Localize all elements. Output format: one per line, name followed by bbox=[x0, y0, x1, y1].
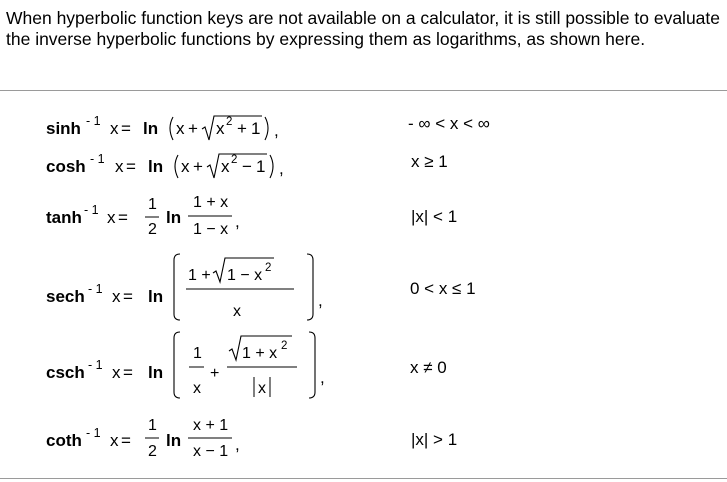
exponent: - 1 bbox=[88, 282, 103, 296]
formula-cosh bbox=[46, 146, 346, 186]
svg-text:+: + bbox=[188, 119, 198, 138]
svg-text:,: , bbox=[274, 121, 279, 140]
divider bbox=[0, 90, 727, 91]
svg-text:1: 1 bbox=[148, 417, 157, 434]
svg-text:x: x bbox=[216, 119, 225, 138]
svg-text:2: 2 bbox=[281, 340, 288, 352]
exponent: - 1 bbox=[86, 114, 101, 128]
svg-text:+: + bbox=[193, 157, 203, 176]
domain-condition: 0 < x ≤ 1 bbox=[410, 279, 476, 298]
svg-text:1 + x: 1 + x bbox=[193, 194, 229, 211]
svg-text:+: + bbox=[210, 365, 220, 382]
left-paren bbox=[170, 117, 173, 140]
formula-row-csch bbox=[0, 330, 727, 400]
svg-text:1: 1 bbox=[251, 119, 261, 138]
exponent: - 1 bbox=[88, 358, 103, 372]
ln-operator: ln bbox=[143, 119, 159, 138]
svg-text:−: − bbox=[242, 157, 252, 176]
svg-text:2: 2 bbox=[231, 154, 238, 166]
ln-operator: ln bbox=[166, 431, 182, 450]
ln-operator: ln bbox=[148, 157, 164, 176]
equals-sign: = bbox=[126, 157, 136, 176]
domain-condition: |x| < 1 bbox=[411, 207, 458, 226]
lhs-variable: x bbox=[112, 287, 121, 306]
formula-csch bbox=[46, 330, 346, 402]
right-paren bbox=[309, 332, 315, 398]
svg-text:x − 1: x − 1 bbox=[193, 443, 229, 460]
lhs-variable: x bbox=[110, 119, 119, 138]
equals-sign: = bbox=[118, 208, 128, 227]
svg-text:+: + bbox=[237, 119, 247, 138]
svg-text:1: 1 bbox=[256, 157, 266, 176]
fn-name: tanh bbox=[46, 208, 82, 227]
svg-text:,: , bbox=[235, 435, 240, 454]
right-paren bbox=[270, 155, 273, 178]
fn-name: sinh bbox=[46, 119, 81, 138]
exponent: - 1 bbox=[90, 152, 105, 166]
svg-text:x: x bbox=[221, 157, 230, 176]
svg-text:2: 2 bbox=[148, 221, 157, 238]
ln-operator: ln bbox=[166, 208, 182, 227]
bottom-divider bbox=[0, 478, 727, 479]
intro-paragraph: When hyperbolic function keys are not available on a calculator, it is still possible to evaluate the inverse hyperbolic functions by expressing them as logarithms, as shown here. bbox=[6, 8, 721, 49]
svg-text:2: 2 bbox=[226, 116, 233, 128]
left-paren bbox=[175, 155, 178, 178]
svg-text:,: , bbox=[318, 291, 323, 310]
lhs-variable: x bbox=[115, 157, 124, 176]
ln-operator: ln bbox=[148, 287, 164, 306]
domain-condition: x ≥ 1 bbox=[411, 152, 448, 171]
svg-text:,: , bbox=[235, 212, 240, 231]
svg-text:1: 1 bbox=[148, 196, 157, 213]
equals-sign: = bbox=[121, 119, 131, 138]
domain-condition: x ≠ 0 bbox=[410, 358, 447, 377]
fn-name: csch bbox=[46, 363, 85, 382]
right-paren bbox=[307, 254, 313, 320]
svg-text:1 + x: 1 + x bbox=[242, 345, 278, 362]
equals-sign: = bbox=[123, 363, 133, 382]
formula-row-coth bbox=[0, 408, 727, 466]
svg-text:x: x bbox=[258, 380, 266, 397]
svg-text:x: x bbox=[176, 119, 185, 138]
svg-text:,: , bbox=[279, 159, 284, 178]
lhs-variable: x bbox=[110, 431, 119, 450]
formula-tanh bbox=[46, 192, 346, 244]
fn-name: sech bbox=[46, 287, 85, 306]
exponent: - 1 bbox=[84, 203, 99, 217]
fn-name: coth bbox=[46, 431, 82, 450]
equals-sign: = bbox=[121, 431, 131, 450]
formula-row-tanh bbox=[0, 192, 727, 244]
equals-sign: = bbox=[123, 287, 133, 306]
left-paren bbox=[174, 332, 180, 398]
exponent: - 1 bbox=[86, 426, 101, 440]
svg-text:x: x bbox=[233, 303, 241, 320]
fn-name: cosh bbox=[46, 157, 86, 176]
ln-operator: ln bbox=[148, 363, 164, 382]
right-paren bbox=[265, 117, 268, 140]
svg-text:x: x bbox=[193, 380, 201, 397]
formula-sech bbox=[46, 250, 346, 330]
lhs-variable: x bbox=[107, 208, 116, 227]
svg-text:1 +: 1 + bbox=[188, 267, 211, 284]
svg-text:2: 2 bbox=[148, 443, 157, 460]
left-paren bbox=[174, 254, 180, 320]
formula-row-sech bbox=[0, 250, 727, 330]
svg-text:1: 1 bbox=[193, 345, 202, 362]
formula-coth bbox=[46, 408, 346, 466]
formula-row-cosh bbox=[0, 146, 727, 186]
domain-condition: |x| > 1 bbox=[411, 430, 458, 449]
svg-text:1 − x: 1 − x bbox=[227, 267, 263, 284]
formula-row-sinh bbox=[0, 108, 727, 148]
lhs-variable: x bbox=[112, 363, 121, 382]
svg-text:x + 1: x + 1 bbox=[193, 417, 229, 434]
svg-text:1 − x: 1 − x bbox=[193, 221, 229, 238]
svg-text:2: 2 bbox=[265, 262, 272, 274]
svg-text:,: , bbox=[320, 368, 325, 387]
domain-condition: - ∞ < x < ∞ bbox=[408, 114, 490, 133]
formula-sinh bbox=[46, 108, 346, 148]
svg-text:x: x bbox=[181, 157, 190, 176]
